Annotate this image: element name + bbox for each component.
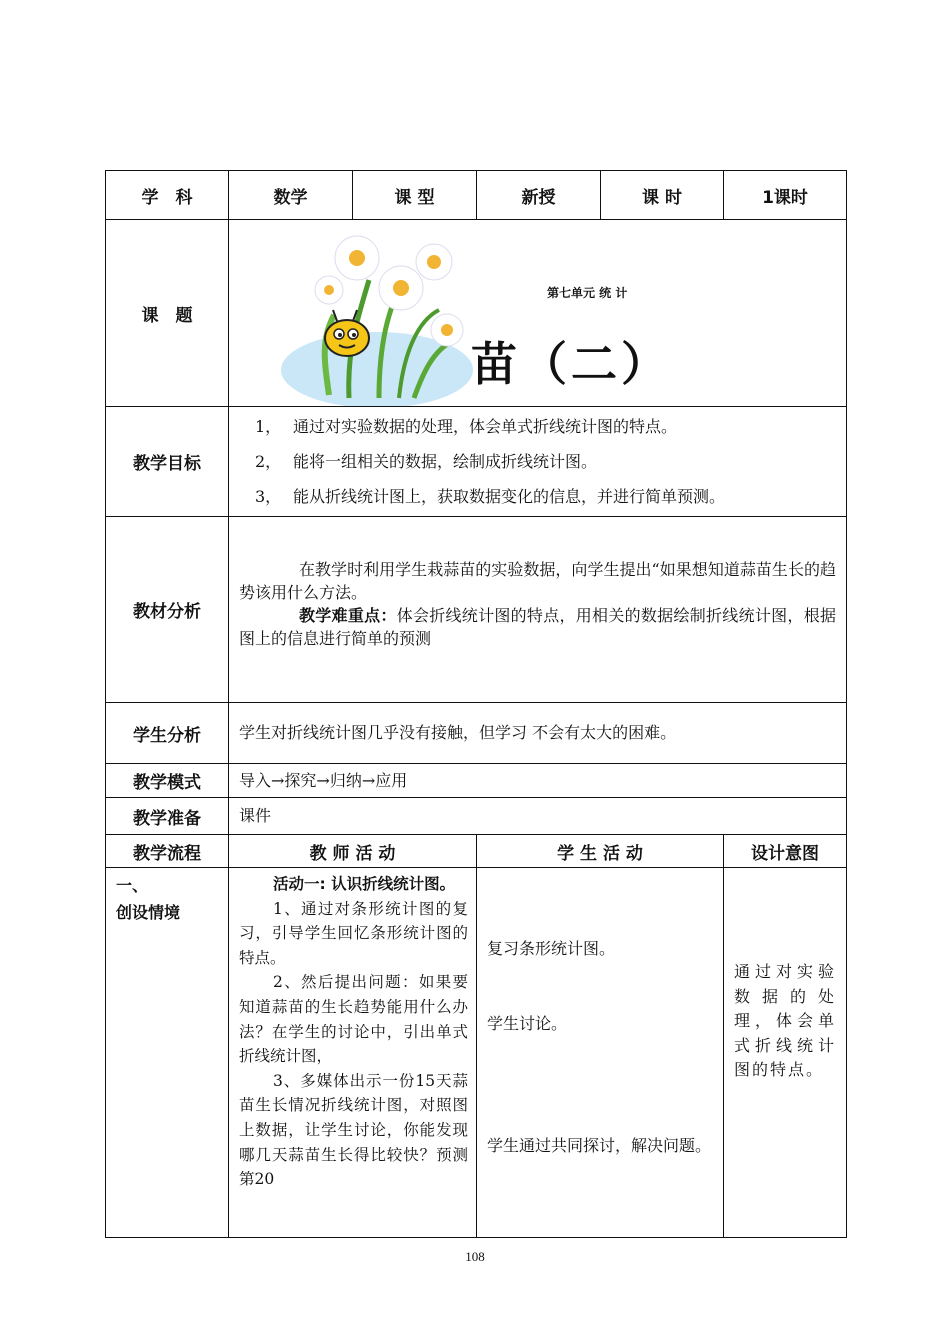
student-activity-header: 学 生 活 动 bbox=[477, 835, 724, 868]
prep-text: 课件 bbox=[229, 798, 847, 835]
material-paragraph: 在教学时利用学生栽蒜苗的实验数据，向学生提出“如果想知道蒜苗生长的趋势该用什么方法。 bbox=[239, 559, 836, 602]
topic-row bbox=[106, 220, 847, 407]
student-step: 学生讨论。 bbox=[487, 1014, 568, 1033]
lesson-plan-table bbox=[105, 170, 847, 1238]
mode-label: 教学模式 bbox=[106, 764, 229, 798]
flow-row bbox=[106, 868, 847, 1238]
goals-label: 教学目标 bbox=[106, 407, 229, 517]
topic-label: 课 题 bbox=[106, 220, 229, 407]
teacher-step: 1、通过对条形统计图的复习，引导学生回忆条形统计图的特点。 bbox=[239, 899, 468, 967]
design-intent-header: 设计意图 bbox=[724, 835, 847, 868]
student-step: 学生通过共同探讨，解决问题。 bbox=[487, 1136, 712, 1155]
prep-label: 教学准备 bbox=[106, 798, 229, 835]
lesson-title: 苗（二） bbox=[471, 337, 671, 391]
student-row bbox=[106, 703, 847, 764]
material-analysis bbox=[229, 517, 847, 703]
section-number: 一、 bbox=[116, 876, 149, 895]
goal-item: 3， 能从折线统计图上，获取数据变化的信息，并进行简单预测。 bbox=[255, 487, 726, 506]
flow-section bbox=[106, 868, 229, 1238]
mode-text: 导入→探究→归纳→应用 bbox=[229, 764, 847, 798]
material-label: 教材分析 bbox=[106, 517, 229, 703]
unit-title: 第七单元 统 计 bbox=[547, 286, 628, 300]
prep-row bbox=[106, 798, 847, 835]
material-key-points: 教学难重点：体会折线统计图的特点，用相关的数据绘制折线统计图，根据图上的信息进行简单的预测 bbox=[239, 605, 836, 648]
subject-label: 学 科 bbox=[106, 171, 229, 220]
hours-label: 课 时 bbox=[601, 171, 724, 220]
teacher-step: 2、然后提出问题：如果要知道蒜苗的生长趋势能用什么办法？在学生的讨论中，引出单式折线统计图， bbox=[239, 973, 468, 1066]
student-label: 学生分析 bbox=[106, 703, 229, 764]
type-label: 课 型 bbox=[353, 171, 477, 220]
header-row bbox=[106, 171, 847, 220]
topic-banner-cell bbox=[229, 220, 847, 407]
student-analysis: 学生对折线统计图几乎没有接触，但学习 不会有太大的困难。 bbox=[229, 703, 847, 764]
lesson-plan-sheet bbox=[105, 170, 846, 1238]
student-step: 复习条形统计图。 bbox=[487, 939, 616, 958]
section-title: 创设情境 bbox=[116, 903, 181, 922]
teacher-step: 3、多媒体出示一份15天蒜苗生长情况折线统计图，对照图上数据，让学生讨论，你能发现哪几天蒜苗生长得比较快？预测第20 bbox=[239, 1071, 468, 1189]
mode-row bbox=[106, 764, 847, 798]
goal-item: 1， 通过对实验数据的处理，体会单式折线统计图的特点。 bbox=[255, 417, 678, 436]
teacher-activity-header: 教 师 活 动 bbox=[229, 835, 477, 868]
flow-header-row bbox=[106, 835, 847, 868]
goals-row bbox=[106, 407, 847, 517]
goal-item: 2， 能将一组相关的数据，绘制成折线统计图。 bbox=[255, 452, 598, 471]
page-number: 108 bbox=[465, 1249, 485, 1264]
design-intent: 通过对实验数据的处理，体会单式折线统计图的特点。 bbox=[724, 868, 847, 1238]
flow-label: 教学流程 bbox=[106, 835, 229, 868]
material-row bbox=[106, 517, 847, 703]
hours-value: 1课时 bbox=[724, 171, 847, 220]
subject-value: 数学 bbox=[229, 171, 353, 220]
type-value: 新授 bbox=[477, 171, 601, 220]
topic-banner bbox=[229, 220, 846, 406]
activity-title: 活动一: 认识折线统计图。 bbox=[273, 875, 456, 893]
teacher-activity bbox=[229, 868, 477, 1238]
goals-list bbox=[229, 407, 847, 517]
student-activity bbox=[477, 868, 724, 1238]
